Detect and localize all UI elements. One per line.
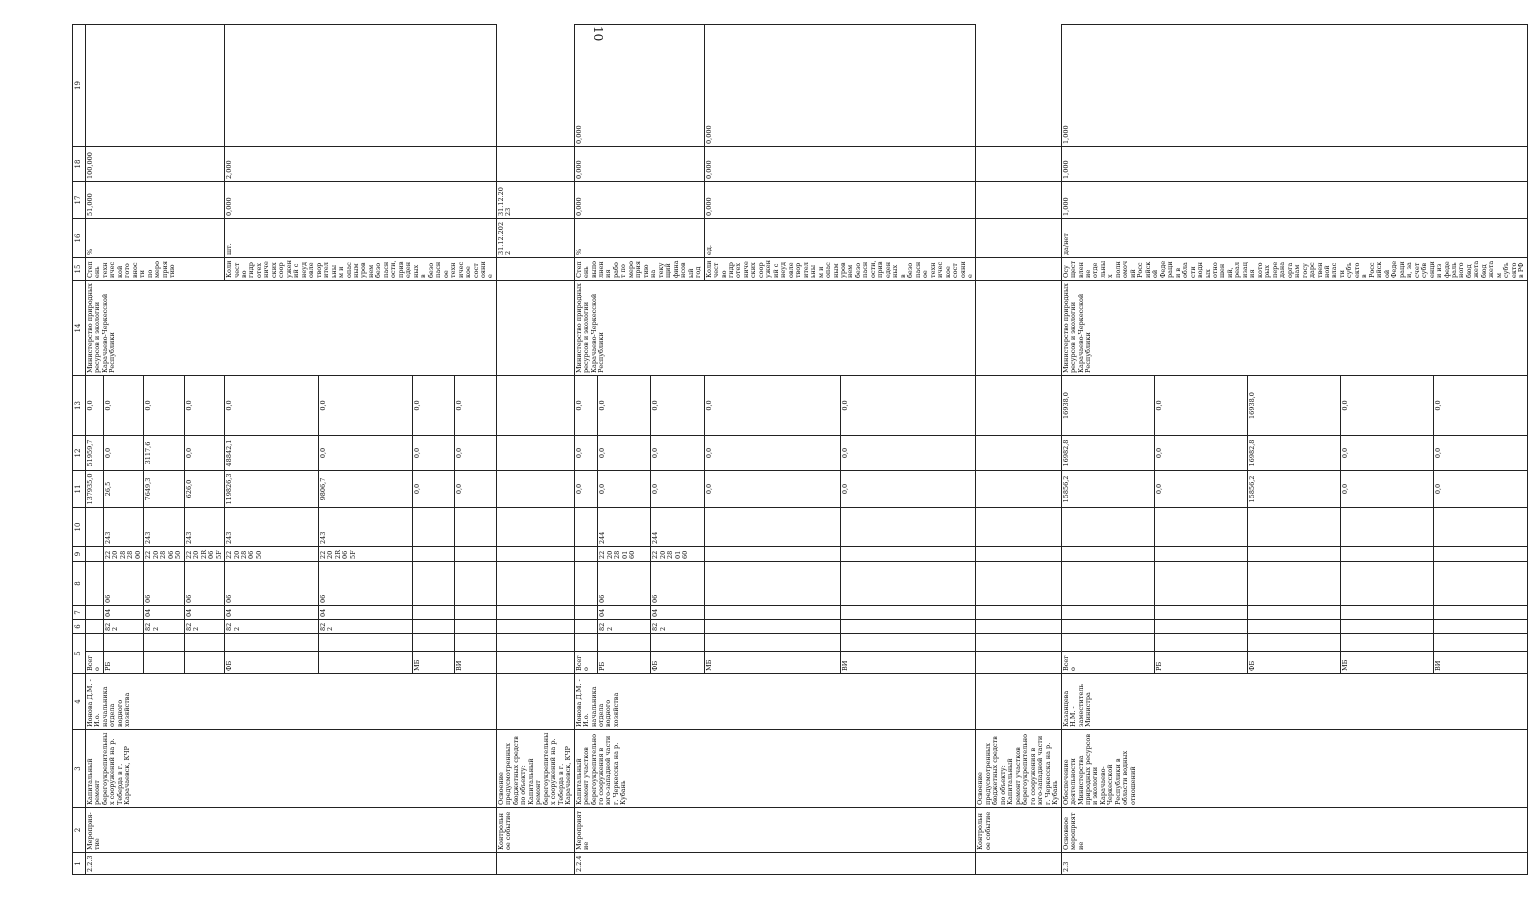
table-cell [1434, 606, 1527, 620]
table-cell [976, 508, 1061, 547]
table-cell: 0,0 [319, 376, 413, 436]
table-cell [976, 652, 1061, 674]
funding-source: ФБ [651, 652, 704, 674]
table-cell [1341, 606, 1434, 620]
table-cell: 0,0 [1154, 471, 1247, 508]
page-number: 10 [591, 26, 605, 42]
indicator-value: 0,000 [225, 182, 497, 219]
table-cell: 0,0 [319, 436, 413, 471]
table-cell [704, 547, 840, 562]
funding-source: Всего [574, 652, 598, 674]
item-type: Мероприятие [574, 808, 976, 853]
table-cell: 16982,8 [1061, 436, 1154, 471]
table-cell [574, 606, 598, 620]
table-cell [184, 634, 224, 652]
table-cell: 0,0 [1434, 471, 1527, 508]
indicator-value: 100,000 [86, 147, 225, 182]
indicator-name: Количество гидротехнических сооружений с неудовлетворительным и опасным уровнем безопасности, приведенных в безопасное техническое состояние [225, 258, 497, 281]
table-cell: 0,0 [184, 376, 224, 436]
control-date: 31.12.2023 [496, 182, 574, 219]
table-cell: 48842,1 [225, 436, 319, 471]
column-header: 2 [73, 808, 86, 853]
table-cell [840, 620, 976, 634]
column-header: 14 [73, 281, 86, 376]
table-cell [86, 606, 104, 620]
table-cell [976, 147, 1061, 182]
indicator-value: 1,000 [1061, 182, 1527, 219]
table-cell [86, 547, 104, 562]
table-cell: 0,0 [574, 436, 598, 471]
table-cell [496, 471, 574, 508]
table-cell: 2220280650 [225, 547, 319, 562]
table-cell: 0,0 [413, 471, 455, 508]
table-cell [1061, 508, 1154, 547]
table-cell [976, 547, 1061, 562]
item-name: Капитальный ремонт участков берегоукрепительного сооружения в юго-западной части г. Черкесска на р. Кубань [574, 730, 976, 808]
indicator-name: Степень технической готовности по мероприятию [86, 258, 225, 281]
control-event-row [976, 25, 1061, 875]
indicator-value: 0,000 [574, 182, 704, 219]
table-cell: 243 [104, 508, 144, 547]
column-header: 7 [73, 606, 86, 620]
item-number: 2.2.4 [574, 853, 976, 875]
table-cell: 0,0 [104, 436, 144, 471]
table-cell [496, 281, 574, 376]
table-cell [651, 634, 704, 652]
item-name: Освоение предусмотренных бюджетных средств по объекту: Капитальный ремонт участков берегоукрепительного сооружения в юго-западной части г. Черкесска на р. Кубань [976, 730, 1061, 808]
responsible-person: Казанцева Н.М. - заместитель Министра [1061, 674, 1527, 730]
table-cell: 243 [225, 508, 319, 547]
table-cell [704, 508, 840, 547]
table-cell: 16982,8 [1248, 436, 1341, 471]
table-cell: 822 [104, 620, 144, 634]
table-cell [1061, 634, 1154, 652]
column-header: 4 [73, 674, 86, 730]
table-cell: 0,0 [454, 436, 496, 471]
funding-source: ФБ [225, 652, 319, 674]
table-cell [574, 620, 598, 634]
table-cell [1061, 620, 1154, 634]
table-cell [496, 547, 574, 562]
table-cell [574, 562, 598, 606]
table-cell: 15856,2 [1248, 471, 1341, 508]
table-cell: 0,0 [413, 436, 455, 471]
item-name: Капитальный ремонт берегоукрепительных сооружений на р. Теберда в г. Карачаевск, КЧР [86, 730, 497, 808]
budget-table [72, 24, 1528, 875]
control-date [976, 219, 1061, 258]
table-row [1061, 25, 1154, 875]
funding-source: Всего [1061, 652, 1154, 674]
table-cell: 06 [184, 562, 224, 606]
item-type: Мероприя-тие [86, 808, 497, 853]
table-cell [840, 634, 976, 652]
table-cell [598, 634, 651, 652]
table-cell: 0,0 [840, 376, 976, 436]
table-cell: 0,0 [104, 376, 144, 436]
table-cell: 0,0 [86, 376, 104, 436]
table-cell [86, 562, 104, 606]
table-cell: 0,0 [1341, 471, 1434, 508]
table-cell [1061, 547, 1154, 562]
indicator-value: 0,000 [704, 182, 976, 219]
table-cell: 243 [144, 508, 184, 547]
table-cell [976, 376, 1061, 436]
funding-source: Всего [86, 652, 104, 674]
indicator-value: 0,000 [574, 147, 704, 182]
column-header: 18 [73, 147, 86, 182]
table-cell: 626,0 [184, 471, 224, 508]
table-cell [976, 634, 1061, 652]
table-cell: 244 [651, 508, 704, 547]
table-cell [496, 147, 574, 182]
table-cell [1061, 562, 1154, 606]
table-cell: 06 [225, 562, 319, 606]
indicator-value: 51,000 [86, 182, 225, 219]
indicator-name: Степень выполнения работ по мероприятию на текущий финансовый год [574, 258, 704, 281]
funding-source: РБ [598, 652, 651, 674]
table-cell: 0,0 [1154, 436, 1247, 471]
table-cell: 243 [184, 508, 224, 547]
control-date: 31.12.2022 [496, 219, 574, 258]
control-event-row [496, 25, 574, 875]
column-header: 8 [73, 562, 86, 606]
table-cell: 06 [104, 562, 144, 606]
indicator-value: 1,000 [1061, 147, 1527, 182]
table-cell: 2220280650 [144, 547, 184, 562]
column-header: 5 [73, 634, 86, 674]
table-cell: 0,0 [1434, 436, 1527, 471]
indicator-unit: ед. [704, 219, 976, 258]
table-cell: 0,0 [1341, 436, 1434, 471]
table-cell: 15856,2 [1061, 471, 1154, 508]
table-cell [454, 606, 496, 620]
table-cell [496, 674, 574, 730]
table-cell: 2220280160 [651, 547, 704, 562]
table-cell [704, 620, 840, 634]
item-number: 2.3 [1061, 853, 1527, 875]
table-cell: 0,0 [413, 376, 455, 436]
item-type: Основное мероприятие [1061, 808, 1527, 853]
table-cell: 822 [651, 620, 704, 634]
table-cell [840, 547, 976, 562]
table-cell [1154, 620, 1247, 634]
table-cell [413, 634, 455, 652]
table-cell: 2220282800 [104, 547, 144, 562]
table-cell [1341, 634, 1434, 652]
table-cell [496, 606, 574, 620]
table-cell: 22202R065F [319, 547, 413, 562]
table-cell: 822 [184, 620, 224, 634]
table-cell [704, 606, 840, 620]
table-cell [1248, 562, 1341, 606]
responsible-person: Ионова Д.М. - И.о. начальника отдела водного хозяйства [574, 674, 976, 730]
table-cell [1154, 547, 1247, 562]
table-cell [86, 620, 104, 634]
table-cell [496, 853, 574, 875]
indicator-name: Количество гидротехнических сооружений с неудовлетворительным и опасным уровнем безопасности, приведенных в безопасное техническое состояние [704, 258, 976, 281]
table-cell: 04 [104, 606, 144, 620]
table-cell: 137935,0 [86, 471, 104, 508]
table-cell [976, 606, 1061, 620]
table-cell [1248, 547, 1341, 562]
funding-source [319, 652, 413, 674]
table-cell: 822 [598, 620, 651, 634]
indicator-value: 0,000 [574, 25, 704, 147]
table-cell [413, 606, 455, 620]
header-row [73, 25, 86, 875]
table-cell [1154, 562, 1247, 606]
table-cell [976, 471, 1061, 508]
table-cell: 822 [144, 620, 184, 634]
indicator-unit: % [574, 219, 704, 258]
table-cell [1154, 634, 1247, 652]
indicator-value: 0,000 [704, 25, 976, 147]
table-cell: 0,0 [704, 376, 840, 436]
table-cell: 26,5 [104, 471, 144, 508]
table-cell: 0,0 [840, 436, 976, 471]
table-row [86, 25, 104, 875]
table-cell: 0,0 [840, 471, 976, 508]
table-cell [1154, 508, 1247, 547]
table-cell: 06 [598, 562, 651, 606]
item-type: Контрольное событие [496, 808, 574, 853]
funding-source [184, 652, 224, 674]
table-cell [86, 508, 104, 547]
table-cell [144, 634, 184, 652]
responsible-person: Ионова Д.М. - И.о. начальника отдела водного хозяйства [86, 674, 497, 730]
table-cell: 119826,3 [225, 471, 319, 508]
table-cell [840, 562, 976, 606]
table-cell [1341, 508, 1434, 547]
rotated-table-container [72, 45, 1526, 875]
table-cell: 0,0 [144, 376, 184, 436]
table-cell [976, 620, 1061, 634]
table-cell: 0,0 [184, 436, 224, 471]
table-cell: 0,0 [651, 471, 704, 508]
table-cell: 0,0 [1154, 376, 1247, 436]
table-cell [1154, 606, 1247, 620]
column-header: 3 [73, 730, 86, 808]
column-header: 10 [73, 508, 86, 547]
column-header: 13 [73, 376, 86, 436]
table-cell [413, 547, 455, 562]
table-cell: 06 [319, 562, 413, 606]
table-cell: 0,0 [574, 471, 598, 508]
table-cell: 0,0 [1341, 376, 1434, 436]
column-header: 19 [73, 25, 86, 147]
indicator-value: 2,000 [225, 147, 497, 182]
table-cell [704, 562, 840, 606]
table-cell [413, 562, 455, 606]
indicator-unit: шт. [225, 219, 497, 258]
table-cell [840, 508, 976, 547]
table-cell: 0,0 [704, 471, 840, 508]
indicator-value: 1,000 [1061, 25, 1527, 147]
table-cell [454, 547, 496, 562]
table-cell: 06 [144, 562, 184, 606]
table-cell: 822 [319, 620, 413, 634]
table-cell [413, 508, 455, 547]
table-cell: 0,0 [651, 436, 704, 471]
table-cell: 16938,0 [1248, 376, 1341, 436]
table-cell [976, 258, 1061, 281]
table-cell [496, 634, 574, 652]
table-cell [1248, 634, 1341, 652]
table-cell [496, 652, 574, 674]
column-header: 16 [73, 219, 86, 258]
table-cell [1434, 634, 1527, 652]
table-cell: 7649,3 [144, 471, 184, 508]
table-cell [976, 853, 1061, 875]
table-cell: 3117,6 [144, 436, 184, 471]
indicator-name: Осуществление отдельных полномочий Российской Федерации в области водных отношений, реализация которых передана органам государственной власти субъектов Российской Федерации, за счет субвенции из федерального бюджета бюджетам субъектов РФ [1061, 258, 1527, 281]
table-cell [1248, 620, 1341, 634]
funding-source: ФБ [1248, 652, 1341, 674]
table-cell [454, 620, 496, 634]
table-cell: 0,0 [598, 436, 651, 471]
table-cell [454, 634, 496, 652]
table-cell [976, 674, 1061, 730]
indicator-value [86, 25, 225, 147]
indicator-unit: да/нет [1061, 219, 1527, 258]
control-date [976, 182, 1061, 219]
table-cell: 2220280160 [598, 547, 651, 562]
table-cell [496, 436, 574, 471]
table-cell: 244 [598, 508, 651, 547]
table-row [574, 25, 598, 875]
table-cell: 16938,0 [1061, 376, 1154, 436]
indicator-unit: % [86, 219, 225, 258]
indicator-value: 0,000 [704, 147, 976, 182]
executor: Министерство природных ресурсов и экологии Карачаево-Черкесской Республики [86, 281, 497, 376]
table-cell: 04 [184, 606, 224, 620]
funding-source [144, 652, 184, 674]
table-cell [1341, 562, 1434, 606]
item-number: 2.2.3 [86, 853, 497, 875]
table-cell [574, 508, 598, 547]
table-cell: 9806,7 [319, 471, 413, 508]
table-cell: 04 [319, 606, 413, 620]
column-header: 15 [73, 258, 86, 281]
table-cell [976, 562, 1061, 606]
executor: Министерство природных ресурсов и экологии Карачаево-Черкесской Республики [1061, 281, 1527, 376]
funding-source: ВИ [1434, 652, 1527, 674]
table-cell [574, 547, 598, 562]
table-cell [976, 281, 1061, 376]
table-cell: 0,0 [574, 376, 598, 436]
table-cell [496, 258, 574, 281]
column-header: 6 [73, 620, 86, 634]
table-cell [413, 620, 455, 634]
funding-source: РБ [104, 652, 144, 674]
table-cell [1061, 606, 1154, 620]
item-type: Контрольное событие [976, 808, 1061, 853]
table-cell: 04 [598, 606, 651, 620]
indicator-value [225, 25, 497, 147]
table-cell [1434, 547, 1527, 562]
table-cell [496, 562, 574, 606]
table-cell [104, 634, 144, 652]
table-cell: 0,0 [598, 471, 651, 508]
table-cell: 0,0 [454, 471, 496, 508]
table-cell: 822 [225, 620, 319, 634]
item-name: Обеспечение деятельности Министерства природных ресурсов и экологии Карачаево-Черкесской Республики в области водных отношений [1061, 730, 1527, 808]
table-cell [840, 606, 976, 620]
executor: Министерство природных ресурсов и экологии Карачаево-Черкесской Республики [574, 281, 976, 376]
table-cell: 0,0 [454, 376, 496, 436]
table-cell [225, 634, 319, 652]
column-header: 1 [73, 853, 86, 875]
table-cell [496, 508, 574, 547]
table-cell [704, 634, 840, 652]
table-cell [496, 376, 574, 436]
column-header: 12 [73, 436, 86, 471]
table-cell [1248, 606, 1341, 620]
funding-source: РБ [1154, 652, 1247, 674]
table-cell: 04 [225, 606, 319, 620]
column-header: 11 [73, 471, 86, 508]
table-cell: 0,0 [225, 376, 319, 436]
funding-source: МБ [1341, 652, 1434, 674]
table-cell [454, 508, 496, 547]
table-cell [1434, 508, 1527, 547]
table-cell [574, 634, 598, 652]
table-cell [1341, 547, 1434, 562]
table-cell: 0,0 [651, 376, 704, 436]
table-cell: 04 [144, 606, 184, 620]
table-cell [496, 620, 574, 634]
column-header: 17 [73, 182, 86, 219]
table-cell: 0,0 [598, 376, 651, 436]
table-cell: 22202R065F [184, 547, 224, 562]
item-name: Освоение предусмотренных бюджетных средств по объекту: Капитальный ремонт берегоукрепительных сооружений на р. Теберда в г. Карачаевск, КЧР [496, 730, 574, 808]
table-cell: 06 [651, 562, 704, 606]
table-cell [86, 634, 104, 652]
table-cell [1341, 620, 1434, 634]
table-cell: 04 [651, 606, 704, 620]
table-cell [1434, 620, 1527, 634]
funding-source: МБ [704, 652, 840, 674]
table-cell: 243 [319, 508, 413, 547]
funding-source: ВИ [840, 652, 976, 674]
table-cell [1248, 508, 1341, 547]
funding-source: ВИ [454, 652, 496, 674]
column-header: 9 [73, 547, 86, 562]
table-cell: 0,0 [704, 436, 840, 471]
table-cell [319, 634, 413, 652]
table-cell: 0,0 [1434, 376, 1527, 436]
table-cell: 51959,7 [86, 436, 104, 471]
funding-source: МБ [413, 652, 455, 674]
table-cell [976, 436, 1061, 471]
table-cell [454, 562, 496, 606]
table-cell [1434, 562, 1527, 606]
